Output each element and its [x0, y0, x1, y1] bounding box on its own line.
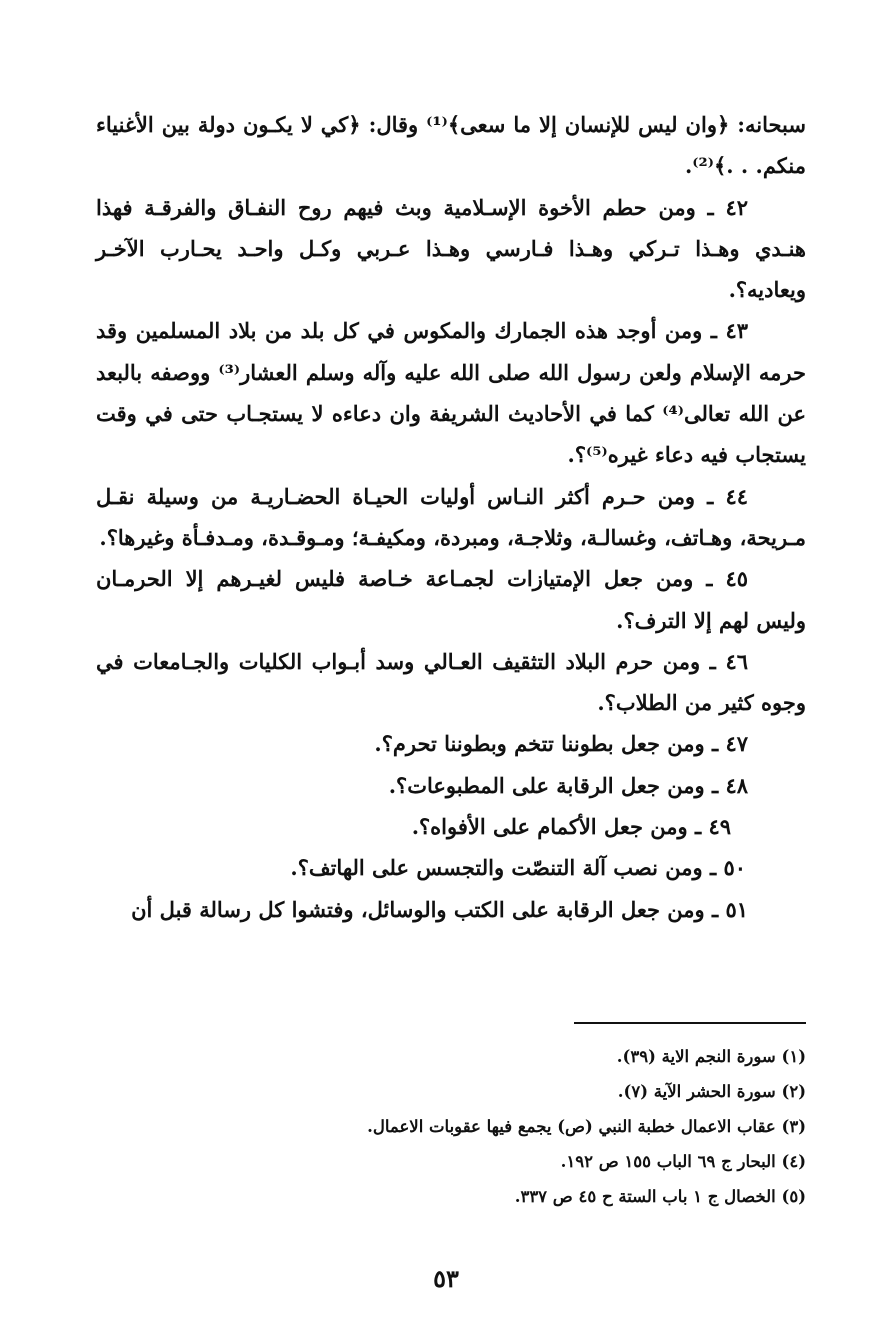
- paragraph-51: ٥١ ـ ومن جعل الرقابة على الكتب والوسائل، وفتشوا كل رسالة قبل أن: [131, 896, 748, 922]
- footnotes: [96, 1039, 806, 1214]
- paragraph-44: ٤٤ ـ ومن حـرم أكثر النـاس أوليات الحيـاة الحضـاريـة من وسيلة نقـل مـريحة، وهـاتف، وغسالـة، وثلاجـة، ومبردة، ومكيفـة؛ ومـوقـدة، ومـدفـأة وغيرها؟.: [96, 483, 806, 550]
- paragraph-49: ٤٩ ـ ومن جعل الأكمام على الأفواه؟.: [411, 814, 731, 840]
- paragraph-continuation: سبحانه: ﴿وان ليس للإنسان إلا ما سعى﴾⁽¹⁾ وقال: ﴿كي لا يكـون دولة بين الأغنياء منكم. . .﴾⁽²⁾.: [96, 112, 806, 179]
- paragraph-43: ٤٣ ـ ومن أوجد هذه الجمارك والمكوس في كل بلد من بلاد المسلمين وقد حرمه الإسلام ولعن رسول الله صلى الله عليه وآله وسلم العشار⁽³⁾ ووصفه بالبعد عن الله تعالى⁽⁴⁾ كما في الأحاديث الشريفة وان دعاءه لا يستجـاب حتى في وقت يستجاب فيه دعاء غيره⁽⁵⁾؟.: [96, 318, 806, 468]
- paragraph-48: ٤٨ ـ ومن جعل الرقابة على المطبوعات؟.: [388, 772, 748, 798]
- footnote-5: (٥) الخصال ج ١ باب الستة ح ٤٥ ص ٣٣٧.: [514, 1187, 806, 1206]
- footnote-1: (١) سورة النجم الاية (٣٩).: [616, 1047, 806, 1066]
- footnote-2: (٢) سورة الحشر الآية (٧).: [617, 1082, 806, 1101]
- paragraph-42: ٤٢ ـ ومن حطم الأخوة الإسـلامية وبث فيهم روح النفـاق والفرقـة فهذا هنـدي وهـذا تـركي وهـذا فـارسي وهـذا عـربي وكـل واحـد يحـارب الآخـر ويعاديه؟.: [96, 194, 806, 303]
- footnote-divider: [574, 1022, 806, 1024]
- paragraph-46: ٤٦ ـ ومن حرم البلاد التثقيف العـالي وسد أبـواب الكليات والجـامعات في وجوه كثير من الطلاب؟.: [96, 648, 806, 716]
- footnote-3: (٣) عقاب الاعمال خطبة النبي (ص) يجمع فيها عقوبات الاعمال.: [367, 1117, 806, 1136]
- footnote-4: (٤) البحار ج ٦٩ الباب ١٥٥ ص ١٩٢.: [560, 1152, 806, 1171]
- main-text: [96, 104, 806, 930]
- paragraph-47: ٤٧ ـ ومن جعل بطوننا تتخم وبطوننا تحرم؟.: [374, 731, 748, 757]
- paragraph-50: ٥٠ ـ ومن نصب آلة التنصّت والتجسس على الهاتف؟.: [290, 855, 746, 881]
- page-number: ٥٣: [433, 1264, 459, 1293]
- paragraph-45: ٤٥ ـ ومن جعل الإمتيازات لجمـاعة خـاصة فليس لغيـرهم إلا الحرمـان وليس لهم إلا الترف؟.: [96, 566, 806, 633]
